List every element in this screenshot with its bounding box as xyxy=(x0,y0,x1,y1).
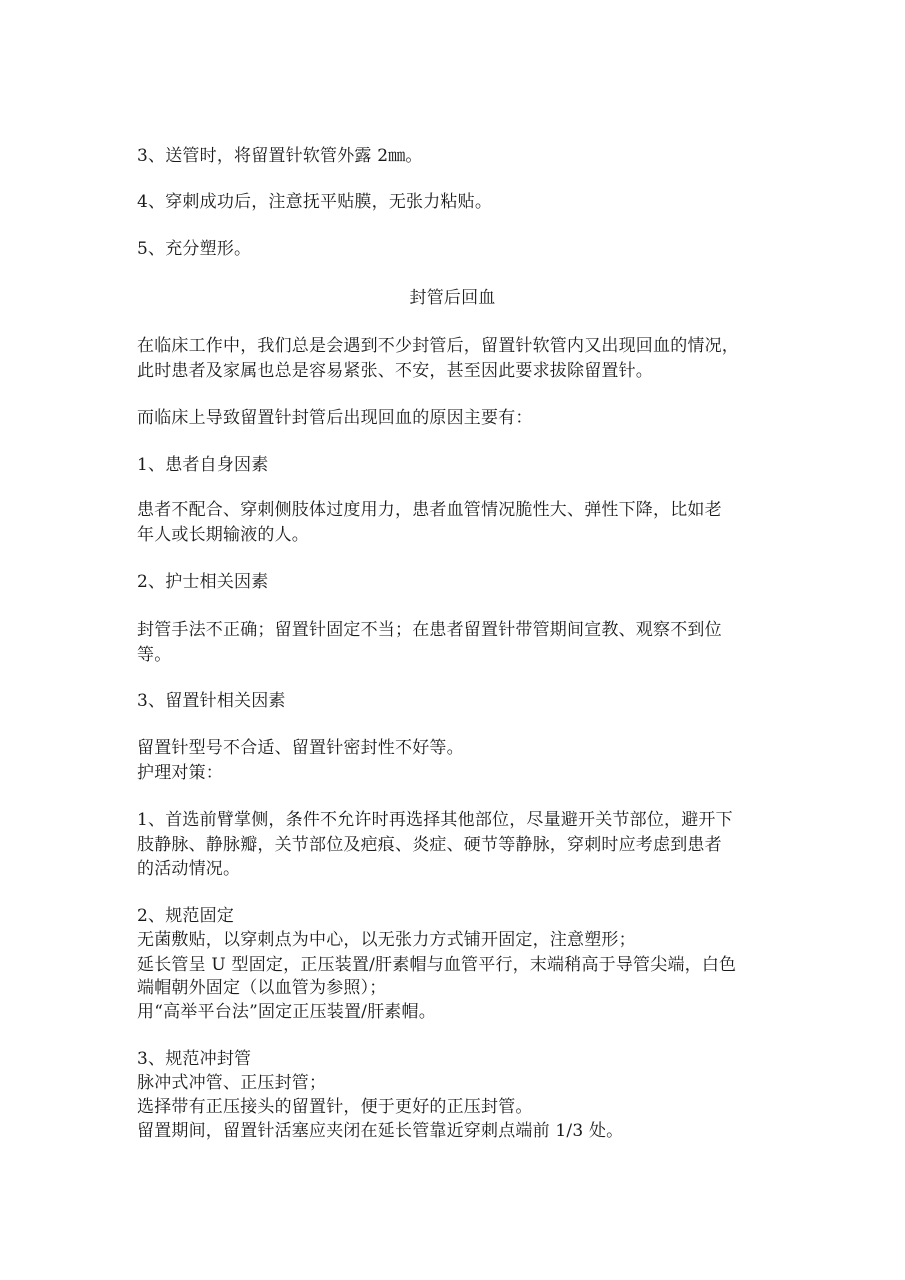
measure-3-line-3: 留置期间，留置针活塞应夹闭在延长管靠近穿刺点端前 1/3 处。 xyxy=(137,1121,624,1141)
measure-3-line-1: 脉冲式冲管、正压封管； xyxy=(137,1073,327,1093)
section-heading: 封管后回血 xyxy=(409,288,496,308)
measure-3-line-2: 选择带有正压接头的留置针，便于更好的正压封管。 xyxy=(137,1097,533,1117)
cause-1-text-line-1: 患者不配合、穿刺侧肢体过度用力，患者血管情况脆性大、弹性下降，比如老 xyxy=(137,500,722,520)
step-3-tube-insertion: 3、送管时，将留置针软管外露 2㎜。 xyxy=(137,146,423,166)
measure-1-line-3: 的活动情况。 xyxy=(137,859,241,879)
cause-1-text-line-2: 年人或长期输液的人。 xyxy=(137,525,309,545)
intro-paragraph-line-1: 在临床工作中，我们总是会遇到不少封管后，留置针软管内又出现回血的情况， xyxy=(137,336,739,356)
intro-paragraph-line-2: 此时患者及家属也总是容易紧张、不安，甚至因此要求拔除留置针。 xyxy=(137,361,653,381)
cause-2-heading: 2、护士相关因素 xyxy=(137,572,269,592)
countermeasures-heading: 护理对策： xyxy=(137,763,223,783)
cause-3-text: 留置针型号不合适、留置针密封性不好等。 xyxy=(137,738,464,758)
cause-2-text-line-1: 封管手法不正确；留置针固定不当；在患者留置针带管期间宣教、观察不到位 xyxy=(137,620,722,640)
cause-2-text-line-2: 等。 xyxy=(137,645,172,665)
measure-2-line-2: 延长管呈 U 型固定，正压装置/肝素帽与血管平行，末端稍高于导管尖端，白色 xyxy=(137,955,737,975)
measure-3-heading: 3、规范冲封管 xyxy=(137,1049,252,1069)
measure-2-line-4: 用“高举平台法”固定正压装置/肝素帽。 xyxy=(137,1002,436,1022)
step-5-shaping: 5、充分塑形。 xyxy=(137,239,252,259)
cause-1-heading: 1、患者自身因素 xyxy=(137,455,269,475)
cause-3-heading: 3、留置针相关因素 xyxy=(137,691,286,711)
measure-2-line-1: 无菌敷贴，以穿刺点为中心，以无张力方式铺开固定，注意塑形； xyxy=(137,930,636,950)
measure-2-heading: 2、规范固定 xyxy=(137,906,235,926)
measure-1-line-2: 肢静脉、静脉瓣，关节部位及疤痕、炎症、硬节等静脉，穿刺时应考虑到患者 xyxy=(137,835,722,855)
measure-2-line-3: 端帽朝外固定（以血管为参照）； xyxy=(137,978,387,998)
step-4-film-application: 4、穿刺成功后，注意抚平贴膜，无张力粘贴。 xyxy=(137,192,493,212)
causes-intro: 而临床上导致留置针封管后出现回血的原因主要有： xyxy=(137,408,533,428)
measure-1-line-1: 1、首选前臂掌侧，条件不允许时再选择其他部位，尽量避开关节部位，避开下 xyxy=(137,810,733,830)
